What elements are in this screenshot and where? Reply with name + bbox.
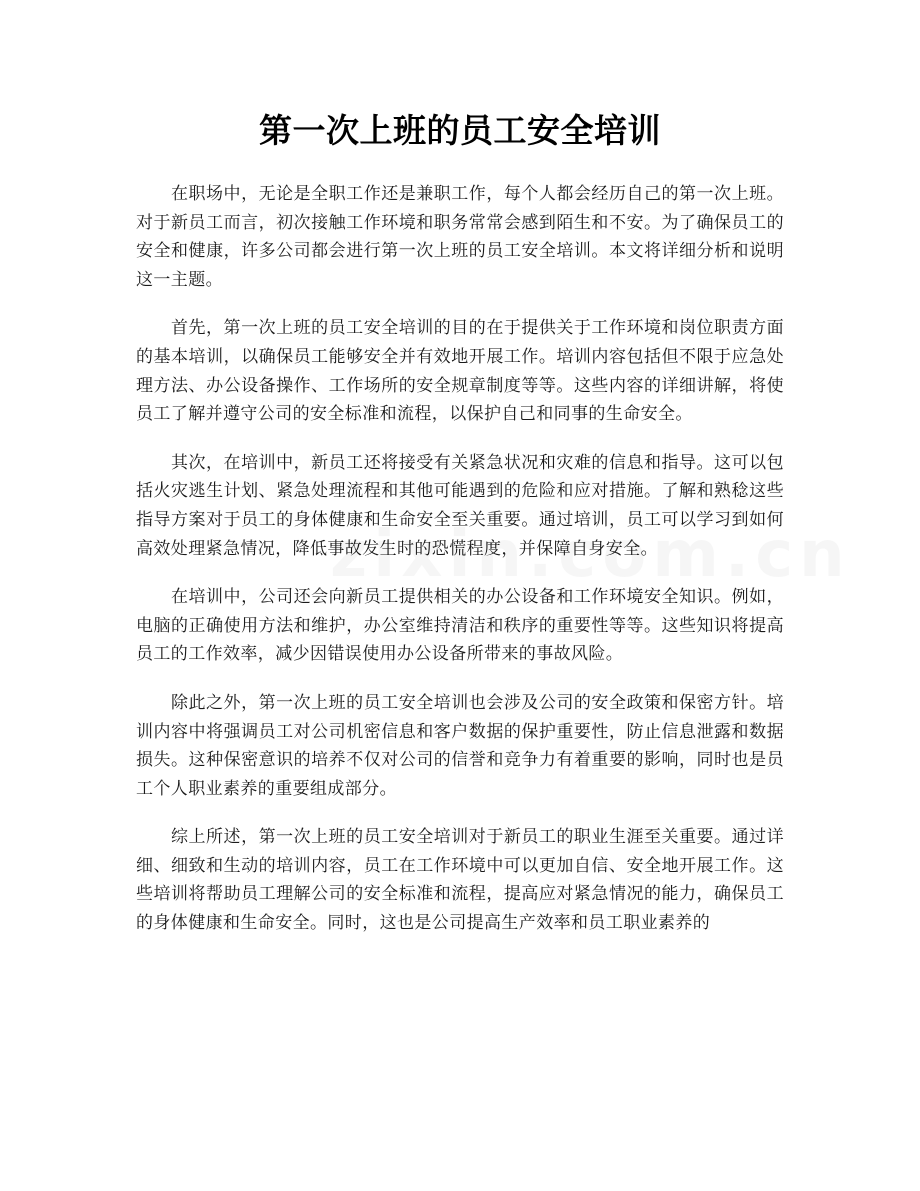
document-title: 第一次上班的员工安全培训 <box>259 111 661 150</box>
paragraph-3: 其次，在培训中，新员工还将接受有关紧急状况和灾难的信息和指导。这可以包括火灾逃生计划、紧急处理流程和其他可能遇到的危险和应对措施。了解和熟稔这些指导方案对于员工的身体健康和生命安全至关重要。通过培训，员工可以学习到如何高效处理紧急情况，降低事故发生时的恐慌程度，并保障自身安全。 <box>136 452 784 559</box>
paragraph-1: 在职场中，无论是全职工作还是兼职工作，每个人都会经历自己的第一次上班。对于新员工而言，初次接触工作环境和职务常常会感到陌生和不安。为了确保员工的安全和健康，许多公司都会进行第一次上班的员工安全培训。本文将详细分析和说明这一主题。 <box>136 184 784 290</box>
document-body <box>136 180 784 958</box>
paragraph-2: 首先，第一次上班的员工安全培训的目的在于提供关于工作环境和岗位职责方面的基本培训，以确保员工能够安全并有效地开展工作。培训内容包括但不限于应急处理方法、办公设备操作、工作场所的安全规章制度等等。这些内容的详细讲解，将使员工了解并遵守公司的安全标准和流程，以保护自己和同事的生命安全。 <box>136 318 784 425</box>
paragraph-4: 在培训中，公司还会向新员工提供相关的办公设备和工作环境安全知识。例如，电脑的正确使用方法和维护，办公室维持清洁和秩序的重要性等等。这些知识将提高员工的工作效率，减少因错误使用办公设备所带来的事故风险。 <box>136 587 784 665</box>
paragraph-6: 综上所述，第一次上班的员工安全培训对于新员工的职业生涯至关重要。通过详细、细致和生动的培训内容，员工在工作环境中可以更加自信、安全地开展工作。这些培训将帮助员工理解公司的安全标准和流程，提高应对紧急情况的能力，确保员工的身体健康和生命安全。同时，这也是公司提高生产效率和员工职业素养的 <box>136 827 784 934</box>
paragraph-5: 除此之外，第一次上班的员工安全培训也会涉及公司的安全政策和保密方针。培训内容中将强调员工对公司机密信息和客户数据的保护重要性，防止信息泄露和数据损失。这种保密意识的培养不仅对公司的信誉和竞争力有着重要的影响，同时也是员工个人职业素养的重要组成部分。 <box>136 692 784 799</box>
